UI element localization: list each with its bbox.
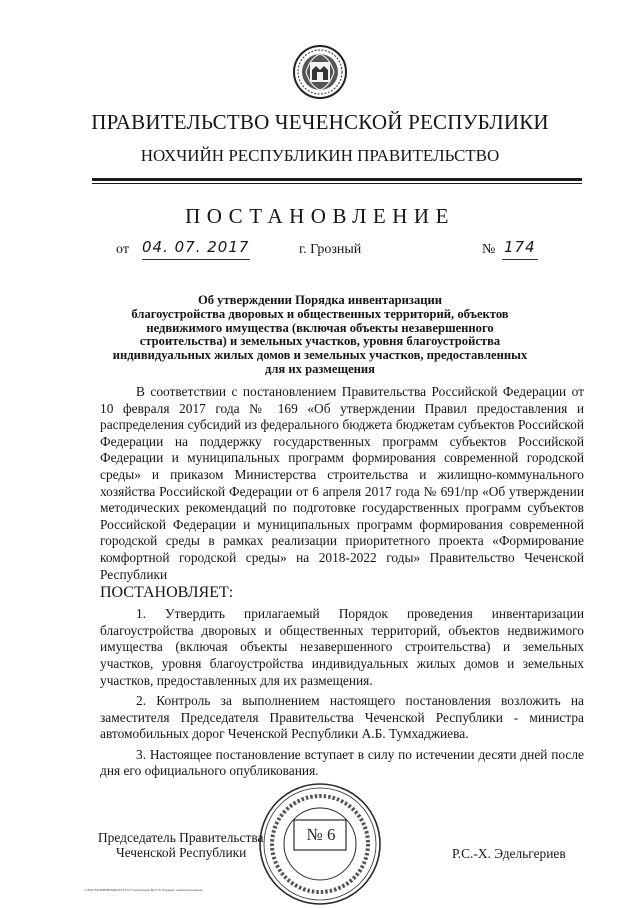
item-paragraph-2: 2. Контроль за выполнением настоящего постановления возложить на заместителя Председателя Правительства Чеченской Республики - министра автомобильных дорог Чеченской Республики А.Б. Тумхаджиева. (100, 693, 584, 742)
state-emblem-icon (292, 44, 348, 100)
heading-line: Об утверждении Порядка инвентаризации (197, 293, 443, 307)
item-paragraph-1: 1. Утвердить прилагаемый Порядок проведения инвентаризации благоустройства дворовых и общественных территорий, объектов недвижимого имущества (включая объекты незавершенного строительства) и земельных участков, уровня благоустройства индивидуальных жилых домов и земельных участков, предоставленных для их размещения. (100, 606, 584, 688)
heading-line: недвижимого имущества (включая объекты незавершенного (146, 320, 494, 335)
heading-line: для их размещения (265, 361, 375, 376)
document-number: 174 (504, 238, 536, 256)
document-city: г. Грозный (299, 242, 362, 257)
item-paragraph-3: 3. Настоящее постановление вступает в силу по истечении десяти дней после дня его официального опубликования. (100, 746, 584, 779)
decree-word: ПОСТАНОВЛЯЕТ: (100, 584, 234, 602)
signatory-name: Р.С.-Х. Эдельгериев (452, 846, 566, 861)
number-prefix: № (482, 242, 496, 257)
signatory-title-line-1: Председатель Правительства (98, 830, 264, 845)
heading-line: благоустройства дворовых и общественных территорий, объектов (131, 306, 509, 321)
document-heading (110, 294, 530, 377)
date-underline (142, 259, 250, 260)
document-date: 04. 07. 2017 (142, 238, 250, 256)
file-path-footnote: ч:\ПОСТАНОВЛЕНИЯ\2017\Постановление № 174 Порядок инвентаризации (84, 888, 203, 892)
signatory-title (98, 830, 263, 860)
stamp-number: № 6 (306, 825, 336, 844)
preamble-paragraph: В соответствии с постановлением Правительства Российской Федерации от 10 февраля 2017 года № 169 «Об утверждении Правил предоставления и распределения субсидий из федерального бюджета бюджетам субъектов Российской Федерации на поддержку государственных программ субъектов Российской Федерации и муниципальных программ формирования современной городской среды» и приказом Министерства строительства и жилищно-коммунального хозяйства Российской Федерации от 6 апреля 2017 года № 691/пр «Об утверждении методических рекомендаций по подготовке государственных программ субъектов Российской Федерации и муниципальных программ формирования современной городской среды в рамках реализации приоритетного проекта «Формирование комфортной городской среды» на 2018-2022 годы» Правительство Чеченской Республики (100, 384, 584, 582)
header-divider-thin (92, 183, 582, 184)
header-divider-thick (92, 178, 582, 181)
number-underline (502, 259, 538, 260)
signatory-title-line-2: Чеченской Республики (116, 845, 247, 860)
government-name-russian: ПРАВИТЕЛЬСТВО ЧЕЧЕНСКОЙ РЕСПУБЛИКИ (91, 110, 549, 134)
heading-line: индивидуальных жилых домов и земельных участков, предоставленных (112, 348, 528, 363)
date-prefix: от (116, 242, 129, 257)
document-type-title: ПОСТАНОВЛЕНИЕ (185, 204, 455, 228)
government-name-chechen: НОХЧИЙН РЕСПУБЛИКИН ПРАВИТЕЛЬСТВО (140, 146, 500, 165)
heading-line: строительства) и земельных участков, уровня благоустройства (139, 334, 501, 349)
document-body (100, 384, 584, 780)
